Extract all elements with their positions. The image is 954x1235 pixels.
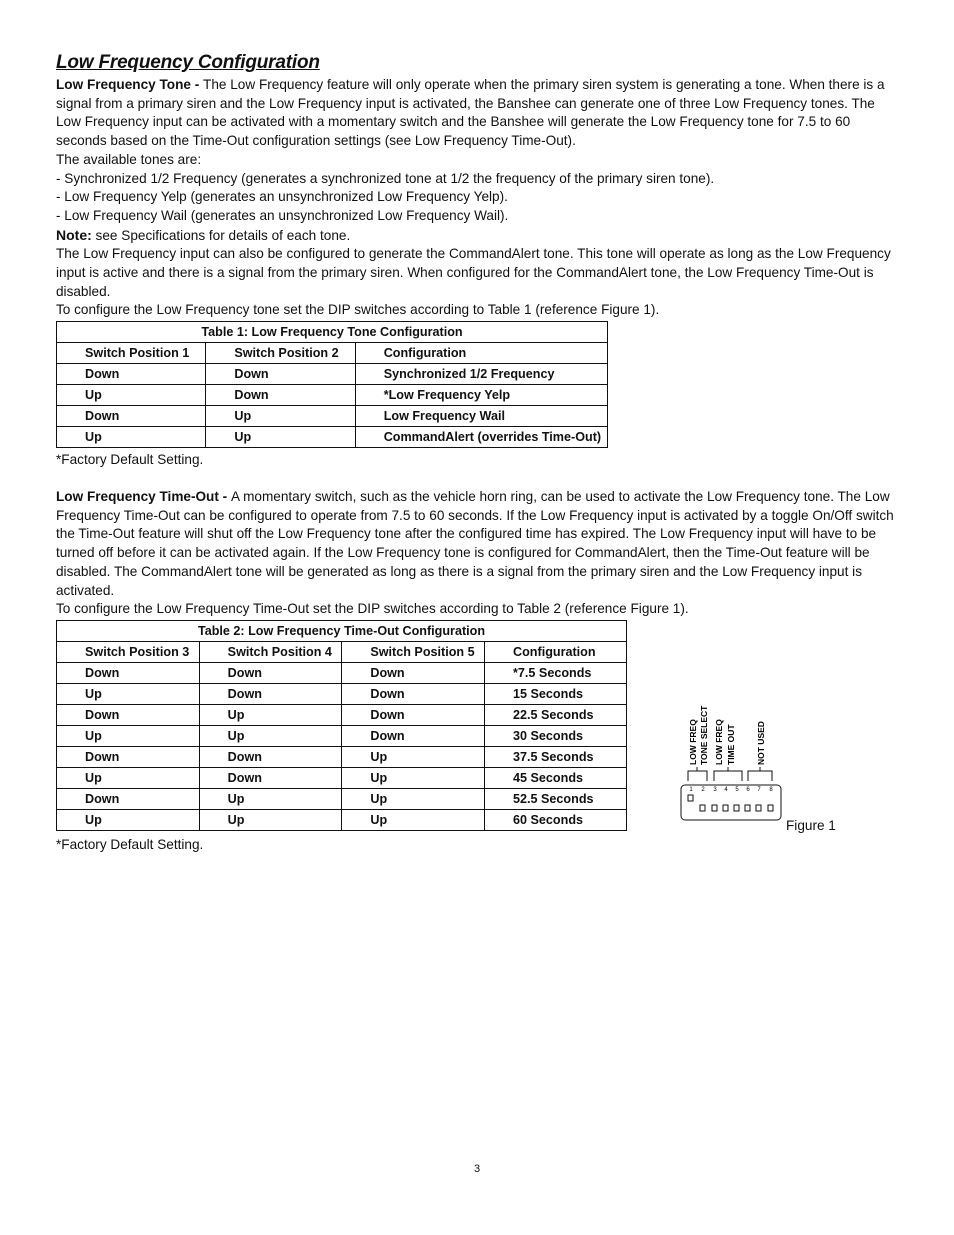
switch-2 [700, 805, 705, 811]
table-cell: 60 Seconds [485, 810, 627, 831]
switch-number: 6 [746, 787, 750, 793]
table-cell: Down [199, 768, 342, 789]
switch-4 [723, 805, 728, 811]
table-row [57, 406, 608, 427]
label-low-freq-time-out-line2: TIME OUT [726, 724, 736, 765]
switch-number: 4 [724, 787, 728, 793]
table-cell: Up [199, 726, 342, 747]
table-cell: Up [342, 768, 485, 789]
figure-caption: Figure 1 [786, 818, 836, 833]
table-cell: Down [57, 406, 206, 427]
table-cell: Up [342, 810, 485, 831]
tone-lead: Low Frequency Tone - [56, 77, 204, 92]
table-cell: Down [199, 747, 342, 768]
table-caption: Table 2: Low Frequency Time-Out Configuration [57, 621, 627, 642]
table-row [57, 747, 627, 768]
switch-number: 7 [757, 787, 761, 793]
page-number: 3 [473, 1163, 481, 1175]
switch-7 [756, 805, 761, 811]
tone-item: - Low Frequency Yelp (generates an unsynchronized Low Frequency Yelp). [56, 189, 508, 205]
table-cell: Down [342, 726, 485, 747]
timeout-body: A momentary switch, such as the vehicle horn ring, can be used to activate the Low Frequency tone. The Low Frequency Time-Out can be configured to operate from 7.5 to 60 seconds. If the Low Frequency input is activated by a toggle On/Off switch the Time-Out feature will shut off the Low Frequency tone after the configured time has expired. The Low Frequency input will have to be turned off before it can be activated again. If the Low Frequency tone is configured for CommandAlert, then the Time-Out feature will be disabled. The CommandAlert tone will be generated as long as there is a signal from the primary siren and the Low Frequency input is activated. [56, 489, 894, 598]
switch-3 [712, 805, 717, 811]
label-not-used: NOT USED [756, 721, 766, 765]
table-cell: 22.5 Seconds [485, 705, 627, 726]
table-cell: 30 Seconds [485, 726, 627, 747]
table-row [57, 768, 627, 789]
tone-item: - Low Frequency Wail (generates an unsynchronized Low Frequency Wail). [56, 207, 509, 223]
table-cell: Down [57, 705, 200, 726]
column-header: Switch Position 1 [57, 343, 206, 364]
table-caption-row [57, 621, 627, 642]
column-header: Switch Position 2 [206, 343, 355, 364]
table-row [57, 726, 627, 747]
table-cell: Down [342, 684, 485, 705]
table-cell: 45 Seconds [485, 768, 627, 789]
switch-number: 8 [769, 787, 773, 793]
table-cell: Down [199, 663, 342, 684]
table-row [57, 810, 627, 831]
table-cell: Down [199, 684, 342, 705]
table-cell: Down [57, 789, 200, 810]
table-cell: 37.5 Seconds [485, 747, 627, 768]
note-label: Note: [56, 226, 92, 243]
tone-body: The Low Frequency feature will only operate when the primary siren system is generating a tone. When there is a signal from a primary siren and the Low Frequency input is activated, the Banshee can generate one of three Low Frequency tones. The Low Frequency input can be activated with a momentary switch and the Banshee will generate the Low Frequency tone for 7.5 to 60 seconds based on the Time-Out configuration settings (see Low Frequency Time-Out). [56, 77, 885, 149]
table-cell: Down [57, 364, 206, 385]
timeout-section [56, 488, 901, 619]
timeout-configure-paragraph: To configure the Low Frequency Time-Out set the DIP switches according to Table 2 (reference Figure 1). [56, 601, 689, 617]
table-cell: Up [206, 406, 355, 427]
table1-footnote: *Factory Default Setting. [56, 452, 204, 467]
label-low-freq-tone-select-line2: TONE SELECT [699, 705, 709, 765]
table-row [57, 663, 627, 684]
table-cell: Down [57, 663, 200, 684]
table-cell: Up [342, 747, 485, 768]
timeout-lead: Low Frequency Time-Out - [56, 489, 231, 504]
table-cell: Up [57, 726, 200, 747]
label-low-freq-time-out-line1: LOW FREQ [714, 719, 724, 765]
switch-number: 2 [701, 787, 705, 793]
table-row [57, 789, 627, 810]
table-cell: Up [199, 705, 342, 726]
table-cell: Up [57, 385, 206, 406]
table-cell: Down [57, 747, 200, 768]
table-row [57, 684, 627, 705]
table-header-row [57, 343, 608, 364]
switch-1 [688, 795, 693, 801]
table-cell: Up [342, 789, 485, 810]
table-cell: Low Frequency Wail [355, 406, 607, 427]
table-cell: *Low Frequency Yelp [355, 385, 607, 406]
table-timeout-configuration [56, 620, 627, 831]
switch-5 [734, 805, 739, 811]
commandalert-paragraph: The Low Frequency input can also be configured to generate the CommandAlert tone. This tone will operate as long as the Low Frequency input is active and there is a signal from the primary siren. When configured for the CommandAlert tone, the Low Frequency Time-Out is disabled. [56, 246, 891, 299]
tone-paragraph [56, 76, 901, 151]
table-cell: Up [199, 789, 342, 810]
switch-8 [768, 805, 773, 811]
table-tone-configuration [56, 321, 608, 448]
bracket-not-used [748, 767, 772, 781]
table-cell: Down [206, 385, 355, 406]
tone-configure-paragraph: To configure the Low Frequency tone set the DIP switches according to Table 1 (reference Figure 1). [56, 302, 660, 318]
table-caption-row [57, 322, 608, 343]
dip-switch-body [681, 785, 781, 820]
note-text: see Specifications for details of each tone. [91, 227, 351, 243]
table-row [57, 705, 627, 726]
column-header: Configuration [355, 343, 607, 364]
table-cell: Up [206, 427, 355, 448]
table-cell: Down [342, 705, 485, 726]
table-header-row [57, 642, 627, 663]
switch-6 [745, 805, 750, 811]
table-cell: Up [57, 810, 200, 831]
table-cell: Down [342, 663, 485, 684]
table-cell: Up [199, 810, 342, 831]
page-title: Low Frequency Configuration [56, 52, 320, 73]
dip-switch-figure [676, 695, 796, 825]
table-cell: CommandAlert (overrides Time-Out) [355, 427, 607, 448]
table-row [57, 364, 608, 385]
switch-number: 5 [735, 787, 739, 793]
timeout-paragraph [56, 488, 901, 600]
table-cell: Up [57, 427, 206, 448]
bracket-tone-select [688, 767, 707, 781]
table-cell: Up [57, 684, 200, 705]
column-header: Switch Position 4 [199, 642, 342, 663]
table2-footnote: *Factory Default Setting. [56, 837, 204, 852]
column-header: Configuration [485, 642, 627, 663]
label-low-freq-tone-select-line1: LOW FREQ [688, 719, 698, 765]
column-header: Switch Position 3 [57, 642, 200, 663]
bracket-time-out [714, 767, 742, 781]
column-header: Switch Position 5 [342, 642, 485, 663]
tone-item: - Synchronized 1/2 Frequency (generates a synchronized tone at 1/2 the frequency of the primary siren tone). [56, 170, 715, 186]
switch-number: 1 [689, 787, 693, 793]
switch-number: 3 [713, 787, 717, 793]
tones-intro: The available tones are: [56, 151, 202, 167]
note-paragraph [56, 226, 901, 246]
table-cell: *7.5 Seconds [485, 663, 627, 684]
table-cell: 15 Seconds [485, 684, 627, 705]
table-cell: 52.5 Seconds [485, 789, 627, 810]
table-row [57, 427, 608, 448]
table-cell: Up [57, 768, 200, 789]
table-caption: Table 1: Low Frequency Tone Configuration [57, 322, 608, 343]
table-cell: Synchronized 1/2 Frequency [355, 364, 607, 385]
table-cell: Down [206, 364, 355, 385]
table-row [57, 385, 608, 406]
page-content [56, 52, 901, 320]
